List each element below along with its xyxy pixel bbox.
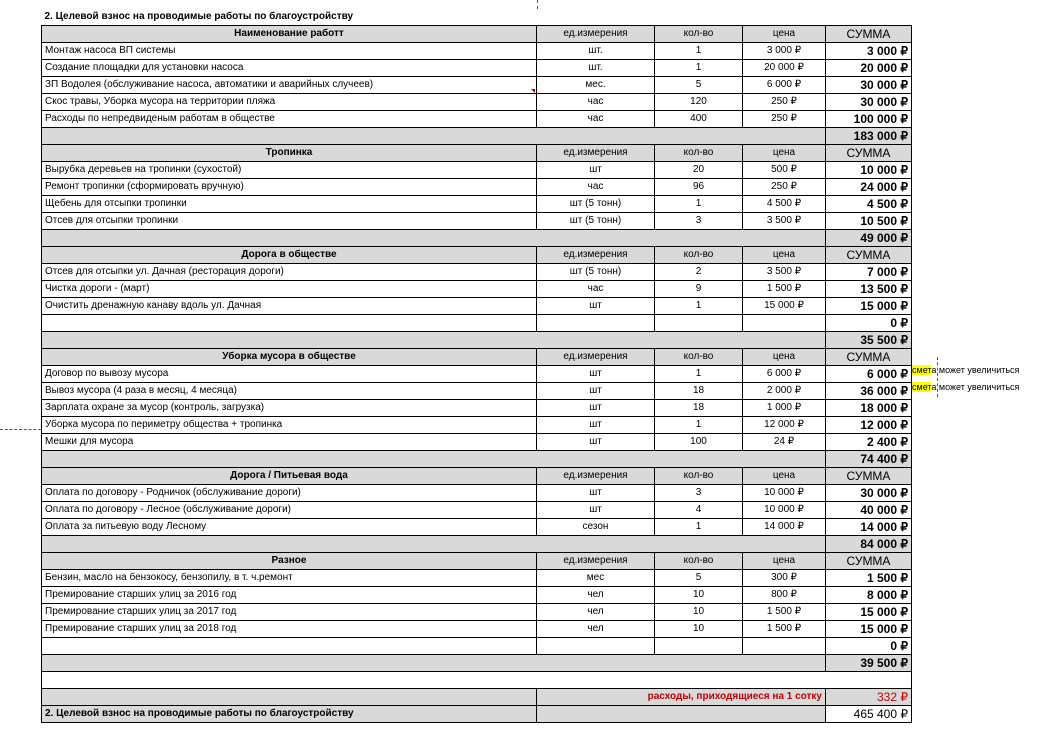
item-sum: 0 ₽ <box>826 638 912 655</box>
note-highlight: смет <box>912 382 932 392</box>
section-header <box>42 349 912 366</box>
page-title: 2. Целевой взнос на проводимые работы по благоустройству <box>42 9 826 26</box>
item-price: 1 000 ₽ <box>743 400 826 417</box>
item-name: Отсев для отсыпки тропинки <box>42 213 537 230</box>
item-qty: 3 <box>655 213 743 230</box>
section-total-row <box>42 536 912 553</box>
total-blank <box>42 128 826 145</box>
section-total: 49 000 ₽ <box>826 230 912 247</box>
col-sum-header: СУММА <box>826 553 912 570</box>
col-qty-header: кол-во <box>655 26 743 43</box>
item-unit: шт (5 тонн) <box>537 196 655 213</box>
item-name: Скос травы, Уборка мусора на территории пляжа <box>42 94 537 111</box>
col-qty-header: кол-во <box>655 247 743 264</box>
item-name: Премирование старших улиц за 2018 год <box>42 621 537 638</box>
table-row <box>42 417 912 434</box>
item-qty: 20 <box>655 162 743 179</box>
col-qty-header: кол-во <box>655 349 743 366</box>
item-name: Ремонт тропинки (сформировать вручную) <box>42 179 537 196</box>
section-total: 74 400 ₽ <box>826 451 912 468</box>
section-total: 35 500 ₽ <box>826 332 912 349</box>
item-price: 500 ₽ <box>743 162 826 179</box>
item-price: 10 000 ₽ <box>743 502 826 519</box>
item-qty: 1 <box>655 43 743 60</box>
section-title: Уборка мусора в обществе <box>42 349 537 366</box>
item-name: Оплата по договору - Лесное (обслуживание дороги) <box>42 502 537 519</box>
item-sum: 30 000 ₽ <box>826 77 912 94</box>
item-sum: 10 000 ₽ <box>826 162 912 179</box>
item-unit: мес. <box>537 77 655 94</box>
note-estimate-2 <box>912 382 1019 392</box>
note-estimate-1 <box>912 365 1019 375</box>
col-unit-header: ед.измерения <box>537 553 655 570</box>
table-row <box>42 621 912 638</box>
col-price-header: цена <box>743 553 826 570</box>
col-price-header: цена <box>743 247 826 264</box>
table-row <box>42 77 912 94</box>
total-blank <box>42 230 826 247</box>
item-qty: 10 <box>655 604 743 621</box>
section-header <box>42 468 912 485</box>
table-row <box>42 264 912 281</box>
item-name: Премирование старших улиц за 2016 год <box>42 587 537 604</box>
item-price: 6 000 ₽ <box>743 77 826 94</box>
final-label: 2. Целевой взнос на проводимые работы по благоустройству <box>42 706 537 723</box>
final-blank <box>537 706 826 723</box>
col-qty-header: кол-во <box>655 145 743 162</box>
col-sum-header: СУММА <box>826 26 912 43</box>
col-price-header: цена <box>743 145 826 162</box>
item-unit: шт <box>537 162 655 179</box>
section-title: Тропинка <box>42 145 537 162</box>
item-unit: шт <box>537 366 655 383</box>
item-price <box>743 315 826 332</box>
item-sum: 1 500 ₽ <box>826 570 912 587</box>
item-qty: 4 <box>655 502 743 519</box>
item-qty: 9 <box>655 281 743 298</box>
section-header <box>42 553 912 570</box>
col-price-header: цена <box>743 26 826 43</box>
table-row <box>42 485 912 502</box>
table-row <box>42 60 912 77</box>
item-unit: шт. <box>537 43 655 60</box>
item-qty: 96 <box>655 179 743 196</box>
table-row <box>42 400 912 417</box>
item-unit <box>537 638 655 655</box>
item-unit: шт <box>537 434 655 451</box>
item-price: 3 500 ₽ <box>743 264 826 281</box>
section-total: 39 500 ₽ <box>826 655 912 672</box>
section-header <box>42 26 912 43</box>
item-name: Зарплата охране за мусор (контроль, загрузка) <box>42 400 537 417</box>
table-row <box>42 94 912 111</box>
col-unit-header: ед.измерения <box>537 468 655 485</box>
item-name: Премирование старших улиц за 2017 год <box>42 604 537 621</box>
page-break-horizontal <box>0 429 41 430</box>
section-header <box>42 247 912 264</box>
total-blank <box>42 536 826 553</box>
item-qty: 1 <box>655 519 743 536</box>
item-name <box>42 315 537 332</box>
item-price: 10 000 ₽ <box>743 485 826 502</box>
final-row <box>42 706 912 723</box>
item-qty: 1 <box>655 417 743 434</box>
item-unit: шт <box>537 298 655 315</box>
table-row <box>42 111 912 128</box>
section-title: Разное <box>42 553 537 570</box>
item-price: 24 ₽ <box>743 434 826 451</box>
col-sum-header: СУММА <box>826 247 912 264</box>
item-name: Щебень для отсыпки тропинки <box>42 196 537 213</box>
final-value: 465 400 ₽ <box>826 706 912 723</box>
item-qty <box>655 315 743 332</box>
item-sum: 14 000 ₽ <box>826 519 912 536</box>
item-sum: 10 500 ₽ <box>826 213 912 230</box>
item-price: 250 ₽ <box>743 94 826 111</box>
per-plot-value: 332 ₽ <box>826 689 912 706</box>
item-name: Монтаж насоса ВП системы <box>42 43 537 60</box>
table-row <box>42 519 912 536</box>
item-sum: 0 ₽ <box>826 315 912 332</box>
item-price: 1 500 ₽ <box>743 621 826 638</box>
item-unit <box>537 315 655 332</box>
item-unit: чел <box>537 621 655 638</box>
item-unit: час <box>537 94 655 111</box>
table-row <box>42 43 912 60</box>
item-qty: 18 <box>655 383 743 400</box>
item-unit: шт <box>537 400 655 417</box>
section-total-row <box>42 451 912 468</box>
section-total-row <box>42 655 912 672</box>
item-name: Бензин, масло на бензокосу, бензопилу, в т. ч.ремонт <box>42 570 537 587</box>
item-qty: 100 <box>655 434 743 451</box>
item-unit: сезон <box>537 519 655 536</box>
col-unit-header: ед.измерения <box>537 145 655 162</box>
item-sum: 2 400 ₽ <box>826 434 912 451</box>
table-row <box>42 604 912 621</box>
item-name: Создание площадки для установки насоса <box>42 60 537 77</box>
item-unit: шт (5 тонн) <box>537 213 655 230</box>
section-title: Дорога в обществе <box>42 247 537 264</box>
item-unit: час <box>537 111 655 128</box>
table-row <box>42 213 912 230</box>
item-price: 300 ₽ <box>743 570 826 587</box>
table-row <box>42 502 912 519</box>
table-row <box>42 587 912 604</box>
per-plot-row <box>42 689 912 706</box>
spacer-row <box>42 672 912 689</box>
item-unit: шт. <box>537 60 655 77</box>
comment-marker-icon <box>531 89 535 93</box>
item-qty: 10 <box>655 621 743 638</box>
item-price: 1 500 ₽ <box>743 604 826 621</box>
item-sum: 20 000 ₽ <box>826 60 912 77</box>
item-price: 2 000 ₽ <box>743 383 826 400</box>
budget-table <box>41 9 912 723</box>
item-unit: шт <box>537 383 655 400</box>
item-sum: 100 000 ₽ <box>826 111 912 128</box>
section-total: 84 000 ₽ <box>826 536 912 553</box>
item-name: Вывоз мусора (4 раза в месяц, 4 месяца) <box>42 383 537 400</box>
item-name: Уборка мусора по периметру общества + тропинка <box>42 417 537 434</box>
item-name: Расходы по непредвиденым работам в обществе <box>42 111 537 128</box>
item-unit: чел <box>537 604 655 621</box>
item-qty: 5 <box>655 77 743 94</box>
item-qty: 1 <box>655 60 743 77</box>
section-total-row <box>42 230 912 247</box>
item-name: ЗП Водолея (обслуживание насоса, автоматики и аварийных случеев) <box>42 77 537 94</box>
table-row <box>42 383 912 400</box>
item-sum: 30 000 ₽ <box>826 94 912 111</box>
item-qty: 1 <box>655 298 743 315</box>
item-price: 3 500 ₽ <box>743 213 826 230</box>
item-sum: 7 000 ₽ <box>826 264 912 281</box>
item-sum: 36 000 ₽ <box>826 383 912 400</box>
col-price-header: цена <box>743 349 826 366</box>
section-total-row <box>42 128 912 145</box>
item-qty: 1 <box>655 196 743 213</box>
item-price: 4 500 ₽ <box>743 196 826 213</box>
col-qty-header: кол-во <box>655 553 743 570</box>
item-unit: час <box>537 281 655 298</box>
item-price: 14 000 ₽ <box>743 519 826 536</box>
col-sum-header: СУММА <box>826 349 912 366</box>
item-unit: мес <box>537 570 655 587</box>
item-name: Чистка дороги - (март) <box>42 281 537 298</box>
item-name <box>42 638 537 655</box>
item-unit: шт <box>537 485 655 502</box>
table-row <box>42 179 912 196</box>
item-name: Договор по вывозу мусора <box>42 366 537 383</box>
note-text: а может увеличиться <box>931 365 1020 375</box>
item-price: 15 000 ₽ <box>743 298 826 315</box>
col-unit-header: ед.измерения <box>537 349 655 366</box>
per-plot-label: расходы, приходящиеся на 1 сотку <box>537 689 826 706</box>
item-name: Отсев для отсыпки ул. Дачная (ресторация дороги) <box>42 264 537 281</box>
total-blank <box>42 451 826 468</box>
note-text: а может увеличиться <box>931 382 1020 392</box>
item-qty: 5 <box>655 570 743 587</box>
section-total: 183 000 ₽ <box>826 128 912 145</box>
item-price: 1 500 ₽ <box>743 281 826 298</box>
item-sum: 6 000 ₽ <box>826 366 912 383</box>
section-total-row <box>42 332 912 349</box>
item-qty: 400 <box>655 111 743 128</box>
item-sum: 8 000 ₽ <box>826 587 912 604</box>
item-name: Вырубка деревьев на тропинки (сухостой) <box>42 162 537 179</box>
item-qty: 2 <box>655 264 743 281</box>
item-price: 3 000 ₽ <box>743 43 826 60</box>
item-price: 250 ₽ <box>743 179 826 196</box>
table-row <box>42 434 912 451</box>
section-header <box>42 145 912 162</box>
table-row <box>42 638 912 655</box>
item-unit: шт <box>537 417 655 434</box>
item-price: 12 000 ₽ <box>743 417 826 434</box>
item-sum: 30 000 ₽ <box>826 485 912 502</box>
col-price-header: цена <box>743 468 826 485</box>
item-sum: 15 000 ₽ <box>826 298 912 315</box>
total-blank <box>42 332 826 349</box>
item-unit: чел <box>537 587 655 604</box>
page-break-vertical-right <box>937 357 938 397</box>
col-sum-header: СУММА <box>826 145 912 162</box>
item-qty: 10 <box>655 587 743 604</box>
total-blank <box>42 655 826 672</box>
item-unit: час <box>537 179 655 196</box>
item-qty: 3 <box>655 485 743 502</box>
title-row <box>42 9 912 26</box>
spacer-cell <box>42 672 912 689</box>
col-unit-header: ед.измерения <box>537 247 655 264</box>
note-highlight: смет <box>912 365 932 375</box>
item-sum: 15 000 ₽ <box>826 621 912 638</box>
title-blank-cell <box>826 9 912 26</box>
table-row <box>42 298 912 315</box>
table-row <box>42 315 912 332</box>
table-row <box>42 196 912 213</box>
item-sum: 3 000 ₽ <box>826 43 912 60</box>
item-sum: 12 000 ₽ <box>826 417 912 434</box>
item-sum: 15 000 ₽ <box>826 604 912 621</box>
item-name: Оплата по договору - Родничок (обслуживание дороги) <box>42 485 537 502</box>
item-price: 6 000 ₽ <box>743 366 826 383</box>
per-plot-blank <box>42 689 537 706</box>
item-unit: шт <box>537 502 655 519</box>
page-break-vertical <box>537 0 538 9</box>
col-qty-header: кол-во <box>655 468 743 485</box>
item-qty: 1 <box>655 366 743 383</box>
col-sum-header: СУММА <box>826 468 912 485</box>
item-name: Мешки для мусора <box>42 434 537 451</box>
item-name: Оплата за питьевую воду Лесному <box>42 519 537 536</box>
table-row <box>42 570 912 587</box>
table-row <box>42 366 912 383</box>
section-title: Наименование работт <box>42 26 537 43</box>
item-unit: шт (5 тонн) <box>537 264 655 281</box>
table-row <box>42 162 912 179</box>
item-name: Очистить дренажную канаву вдоль ул. Дачная <box>42 298 537 315</box>
item-qty <box>655 638 743 655</box>
section-title: Дорога / Питьевая вода <box>42 468 537 485</box>
item-sum: 18 000 ₽ <box>826 400 912 417</box>
item-price <box>743 638 826 655</box>
item-sum: 40 000 ₽ <box>826 502 912 519</box>
item-sum: 24 000 ₽ <box>826 179 912 196</box>
table-row <box>42 281 912 298</box>
item-sum: 13 500 ₽ <box>826 281 912 298</box>
item-sum: 4 500 ₽ <box>826 196 912 213</box>
item-price: 20 000 ₽ <box>743 60 826 77</box>
item-qty: 120 <box>655 94 743 111</box>
item-price: 250 ₽ <box>743 111 826 128</box>
item-price: 800 ₽ <box>743 587 826 604</box>
col-unit-header: ед.измерения <box>537 26 655 43</box>
item-qty: 18 <box>655 400 743 417</box>
